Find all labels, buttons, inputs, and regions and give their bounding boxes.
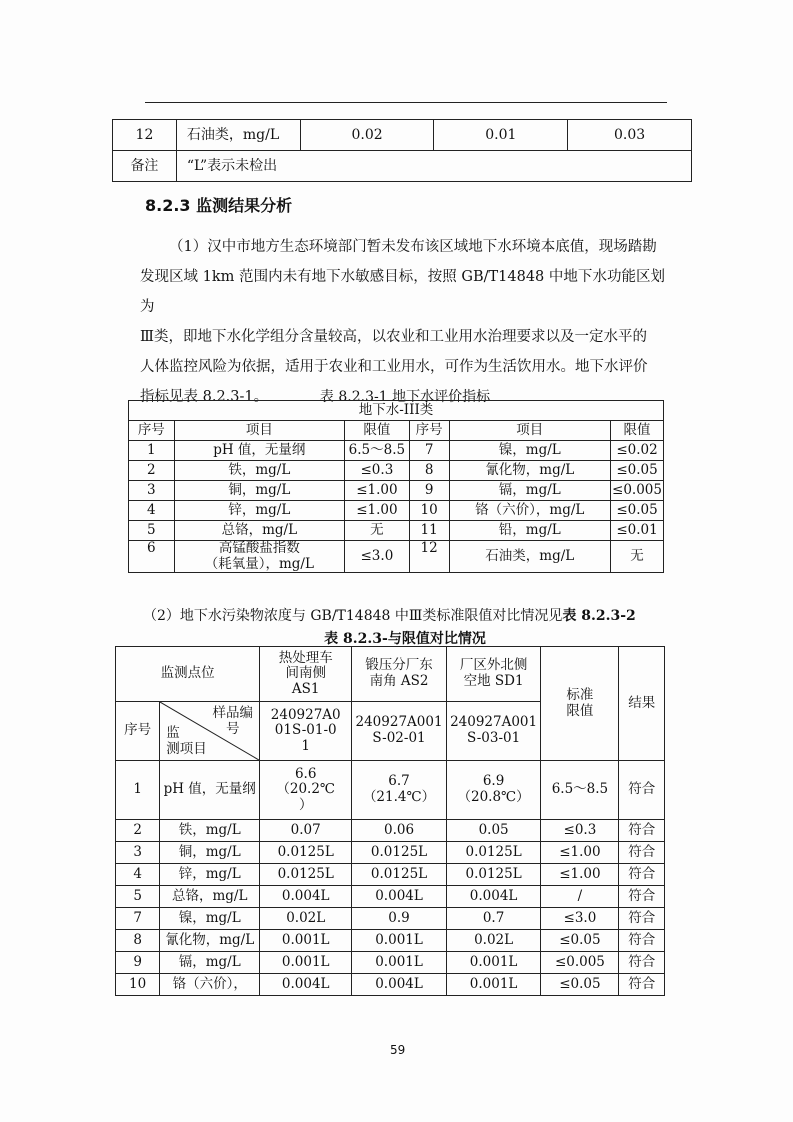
cell: 符合 — [619, 974, 665, 996]
cell: ≤3.0 — [345, 541, 410, 573]
sample-id — [352, 702, 447, 761]
cell: 6.5～8.5 — [541, 761, 619, 820]
table-row — [129, 441, 664, 461]
cell: 0.0125L — [260, 864, 352, 886]
group-header: 地下水-III类 — [129, 401, 664, 421]
cell: 0.004L — [446, 886, 541, 908]
result-header: 结果 — [619, 647, 665, 761]
cell-multi — [260, 761, 352, 820]
cell: 符合 — [619, 842, 665, 864]
page-number: 59 — [390, 1043, 406, 1057]
cell-line: 240927A001 — [450, 714, 538, 731]
cell: ≤1.00 — [345, 481, 410, 501]
cell: ≤0.02 — [611, 441, 664, 461]
top-table — [112, 119, 692, 182]
table1-caption: 表 8.2.3-1 地下水评价指标 — [319, 389, 491, 405]
cell: 0.0125L — [446, 864, 541, 886]
cell: 0.02L — [446, 930, 541, 952]
cell-line: （21.4℃） — [362, 789, 436, 805]
cell: 0.06 — [352, 820, 447, 842]
cell-multi — [446, 761, 541, 820]
cell: ≤1.00 — [541, 842, 619, 864]
cell: 0.05 — [446, 820, 541, 842]
cell-line: 锻压分厂东 — [365, 657, 433, 674]
note-label: 备注 — [113, 151, 177, 182]
cell: 10 — [409, 501, 449, 521]
cell: 4 — [116, 864, 160, 886]
cell: 无 — [345, 521, 410, 541]
cell-line: 标准 — [566, 686, 594, 703]
note-text: “L”表示未检出 — [176, 151, 691, 182]
cell: 镍，mg/L — [449, 441, 610, 461]
cell: 0.004L — [352, 974, 447, 996]
cell: 符合 — [619, 820, 665, 842]
column-header: 限值 — [611, 421, 664, 441]
cell: 无 — [611, 541, 664, 573]
column-header: 限值 — [345, 421, 410, 441]
item-label: 测项目 — [166, 741, 207, 757]
cell: 3 — [116, 842, 160, 864]
cell: 5 — [116, 886, 160, 908]
cell-no: 12 — [113, 120, 177, 151]
cell: 5 — [129, 521, 175, 541]
cell: 10 — [116, 974, 160, 996]
cell-line: 高锰酸盐指数 — [218, 540, 300, 556]
cell: 铁，mg/L — [160, 820, 260, 842]
table2-body — [116, 820, 665, 996]
table-header-row — [116, 647, 665, 702]
table2-caption: 表 8.2.3-与限值对比情况 — [324, 631, 486, 647]
cell: 1 — [116, 761, 160, 820]
cell: ≤0.005 — [611, 481, 664, 501]
cell: ≤0.3 — [345, 461, 410, 481]
cell-line: （20.2℃ — [276, 781, 336, 798]
cell: 铜，mg/L — [174, 481, 344, 501]
cell-line: 空地 SD1 — [463, 673, 524, 689]
table-row — [116, 886, 665, 908]
cell: 11 — [409, 521, 449, 541]
cell-line: （20.8℃） — [457, 789, 530, 805]
point-header — [352, 647, 447, 702]
cell: 7 — [116, 908, 160, 930]
evaluation-index-table — [128, 400, 664, 573]
cell: pH 值，无量纲 — [174, 441, 344, 461]
section-heading: 8.2.3 监测结果分析 — [145, 196, 293, 215]
cell: 铜，mg/L — [160, 842, 260, 864]
cell-line: S-02-01 — [372, 730, 426, 746]
cell-line: 限值 — [566, 702, 594, 719]
paragraph-line: 人体监控风险为依据，适用于农业和工业用水，可作为生活饮用水。地下水评价 — [140, 359, 648, 375]
cell: 0.0125L — [352, 842, 447, 864]
cell: 镍，mg/L — [160, 908, 260, 930]
comparison-table — [115, 646, 665, 996]
cell-line: 间南侧 — [285, 665, 326, 682]
point-header — [446, 647, 541, 702]
cell: 镉，mg/L — [449, 481, 610, 501]
table-row — [116, 974, 665, 996]
paragraph-line: 指标见表 8.2.3-1。 — [140, 389, 269, 405]
cell: ≤0.01 — [611, 521, 664, 541]
cell-value: 0.02 — [300, 120, 434, 151]
sample-id — [260, 702, 352, 761]
table-header-row — [129, 421, 664, 441]
header-rule — [145, 102, 667, 103]
cell-multi — [352, 761, 447, 820]
table-row — [116, 952, 665, 974]
cell: 总铬，mg/L — [174, 521, 344, 541]
cell: 0.7 — [446, 908, 541, 930]
cell: 0.001L — [260, 952, 352, 974]
cell: 3 — [129, 481, 175, 501]
cell: 铬（六价）， — [160, 974, 260, 996]
cell: 0.0125L — [260, 842, 352, 864]
cell: 0.004L — [260, 974, 352, 996]
cell: ≤0.005 — [541, 952, 619, 974]
cell: 铁，mg/L — [174, 461, 344, 481]
cell-line: 热处理车 — [278, 649, 333, 666]
cell-line: 6.9 — [482, 773, 505, 790]
cell: 铬（六价），mg/L — [449, 501, 610, 521]
cell: 0.07 — [260, 820, 352, 842]
cell: ≤0.3 — [541, 820, 619, 842]
cell: / — [541, 886, 619, 908]
cell: 总铬，mg/L — [160, 886, 260, 908]
cell: 12 — [409, 541, 449, 573]
cell: pH 值，无量纲 — [160, 761, 260, 820]
cell: 符合 — [619, 930, 665, 952]
cell: 0.001L — [446, 952, 541, 974]
cell: 锌，mg/L — [174, 501, 344, 521]
column-header: 序号 — [129, 421, 175, 441]
cell-item: 石油类，mg/L — [176, 120, 300, 151]
cell: 氰化物，mg/L — [160, 930, 260, 952]
cell-line: AS1 — [291, 680, 320, 697]
cell: 0.004L — [260, 886, 352, 908]
cell-line: 南角 AS2 — [369, 673, 429, 689]
cell: 符合 — [619, 952, 665, 974]
cell-value: 0.01 — [434, 120, 568, 151]
cell-item-two-line — [174, 541, 344, 573]
cell-line: 6.6 — [294, 765, 317, 782]
cell-line: 01S-01-0 — [274, 722, 337, 739]
table-row — [113, 120, 692, 151]
cell: ≤1.00 — [345, 501, 410, 521]
cell-line: （耗氧量），mg/L — [204, 555, 314, 572]
cell: 9 — [409, 481, 449, 501]
no-header: 序号 — [116, 702, 160, 761]
paragraph-1 — [140, 232, 665, 412]
table-row — [129, 521, 664, 541]
cell: 0.02L — [260, 908, 352, 930]
paragraph-line: 发现区域 1km 范围内未有地下水敏感目标，按照 GB/T14848 中地下水功能区划为 — [140, 269, 665, 315]
table-row — [129, 541, 664, 573]
cell: ≤3.0 — [541, 908, 619, 930]
point-label: 监测点位 — [116, 647, 260, 702]
table-row — [116, 930, 665, 952]
cell-line: 240927A0 — [270, 706, 341, 723]
cell-line: 240927A001 — [355, 714, 443, 731]
sample-label: 样品编号 — [212, 705, 253, 737]
cell-line: S-03-01 — [466, 730, 521, 746]
cell: 氰化物，mg/L — [449, 461, 610, 481]
paragraph-line: （1）汉中市地方生态环境部门暂未发布该区域地下水环境本底值，现场踏勘 — [169, 239, 657, 255]
cell: 1 — [129, 441, 175, 461]
cell: 0.004L — [352, 886, 447, 908]
table-row — [116, 864, 665, 886]
diagonal-header-cell — [160, 702, 260, 761]
cell: 符合 — [619, 761, 665, 820]
cell: 0.001L — [352, 952, 447, 974]
column-header: 项目 — [449, 421, 610, 441]
table-row — [116, 908, 665, 930]
cell: 0.001L — [260, 930, 352, 952]
cell: 0.001L — [446, 974, 541, 996]
cell-line: ） — [298, 796, 313, 813]
std-limit-header — [541, 647, 619, 761]
cell: ≤0.05 — [541, 974, 619, 996]
paragraph-text: （2）地下水污染物浓度与 GB/T14848 中Ⅲ类标准限值对比情况见 — [143, 608, 563, 624]
cell: 7 — [409, 441, 449, 461]
cell: 符合 — [619, 864, 665, 886]
cell: 8 — [116, 930, 160, 952]
cell-value: 0.03 — [568, 120, 692, 151]
cell: 0.0125L — [446, 842, 541, 864]
table-row — [129, 501, 664, 521]
item-label: 监 — [166, 725, 180, 741]
cell: 9 — [116, 952, 160, 974]
table-row — [129, 461, 664, 481]
sample-id — [446, 702, 541, 761]
cell: 0.001L — [352, 930, 447, 952]
table-row — [116, 842, 665, 864]
cell: 6 — [129, 541, 175, 573]
cell-line: 6.7 — [388, 773, 410, 790]
paragraph-line: Ⅲ类，即地下水化学组分含量较高，以农业和工业用水治理要求以及一定水平的 — [140, 329, 647, 345]
cell: 符合 — [619, 886, 665, 908]
cell: ≤0.05 — [611, 501, 664, 521]
table-row — [113, 151, 692, 182]
cell: ≤0.05 — [611, 461, 664, 481]
column-header: 项目 — [174, 421, 344, 441]
cell: ≤0.05 — [541, 930, 619, 952]
cell-line: 厂区外北侧 — [459, 657, 528, 674]
cell: 镉，mg/L — [160, 952, 260, 974]
cell: 4 — [129, 501, 175, 521]
column-header: 序号 — [409, 421, 449, 441]
table-reference: 表 8.2.3-2 — [562, 608, 636, 624]
paragraph-2 — [143, 605, 636, 625]
cell-line: 1 — [301, 737, 310, 754]
point-header — [260, 647, 352, 702]
cell: 2 — [116, 820, 160, 842]
cell: ≤1.00 — [541, 864, 619, 886]
table-row — [116, 761, 665, 820]
cell: 石油类，mg/L — [449, 541, 610, 573]
cell: 8 — [409, 461, 449, 481]
table-row — [116, 820, 665, 842]
cell: 锌，mg/L — [160, 864, 260, 886]
cell: 0.0125L — [352, 864, 447, 886]
cell: 6.5～8.5 — [345, 441, 410, 461]
cell: 符合 — [619, 908, 665, 930]
table-row — [129, 481, 664, 501]
cell: 2 — [129, 461, 175, 481]
cell: 0.9 — [352, 908, 447, 930]
cell: 铅，mg/L — [449, 521, 610, 541]
